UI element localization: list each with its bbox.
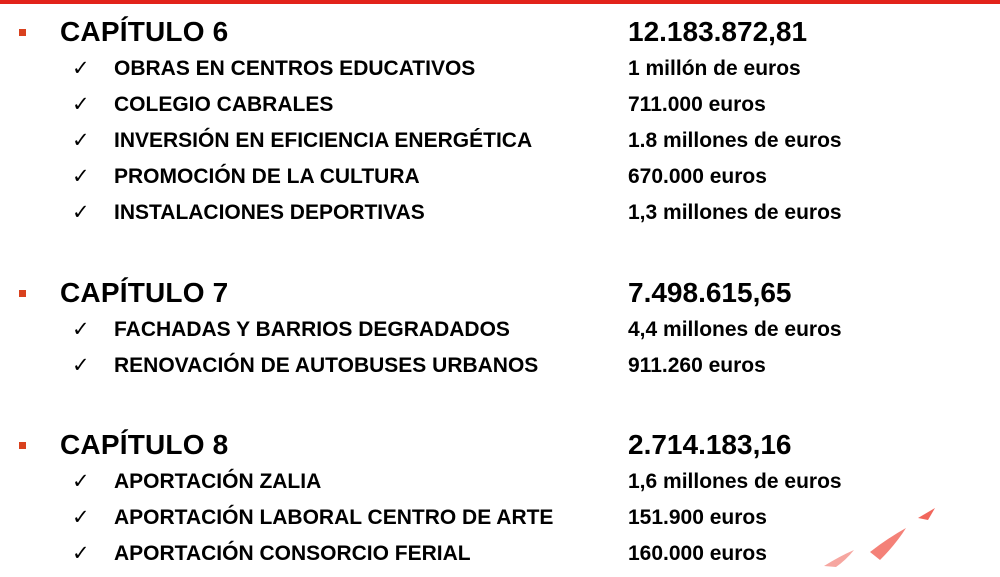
list-item [0,353,1000,389]
item-value: 151.900 euros [628,506,767,529]
chapter-title: CAPÍTULO 7 [60,277,229,308]
item-value: 1 millón de euros [628,57,801,80]
checkmark-icon: ✓ [72,541,90,565]
item-value: 1.8 millones de euros [628,129,842,152]
chapter-amount: 12.183.872,81 [628,16,808,47]
list-item [0,164,1000,200]
checkmark-icon: ✓ [72,164,90,188]
checkmark-icon: ✓ [72,469,90,493]
checkmark-icon: ✓ [72,505,90,529]
item-label: APORTACIÓN CONSORCIO FERIAL [114,542,471,565]
item-label: OBRAS EN CENTROS EDUCATIVOS [114,57,476,80]
chapter-section-7 [0,277,1000,389]
item-value: 711.000 euros [628,93,766,116]
item-label: INSTALACIONES DEPORTIVAS [114,201,425,224]
chapter-amount: 7.498.615,65 [628,277,792,308]
item-label: RENOVACIÓN DE AUTOBUSES URBANOS [114,354,539,377]
list-item [0,317,1000,353]
item-label: PROMOCIÓN DE LA CULTURA [114,165,420,188]
checkmark-icon: ✓ [72,56,90,80]
item-value: 911.260 euros [628,354,766,377]
list-item [0,541,1000,577]
square-bullet-icon [19,29,26,36]
top-accent-bar [0,0,1000,4]
chapter-header [0,429,1000,469]
item-label: COLEGIO CABRALES [114,93,334,116]
checkmark-icon: ✓ [72,353,90,377]
item-value: 160.000 euros [628,542,767,565]
square-bullet-icon [19,442,26,449]
checkmark-icon: ✓ [72,128,90,152]
item-label: INVERSIÓN EN EFICIENCIA ENERGÉTICA [114,129,533,152]
list-item [0,200,1000,236]
item-value: 1,3 millones de euros [628,201,842,224]
square-bullet-icon [19,290,26,297]
item-label: APORTACIÓN ZALIA [114,470,322,493]
item-value: 1,6 millones de euros [628,470,842,493]
item-value: 4,4 millones de euros [628,318,842,341]
list-item [0,505,1000,541]
list-item [0,128,1000,164]
list-item [0,92,1000,128]
list-item [0,56,1000,92]
chapter-amount: 2.714.183,16 [628,429,792,460]
checkmark-icon: ✓ [72,200,90,224]
item-value: 670.000 euros [628,165,767,188]
chapter-title: CAPÍTULO 8 [60,429,229,460]
checkmark-icon: ✓ [72,317,90,341]
chapter-header [0,16,1000,56]
chapter-title: CAPÍTULO 6 [60,16,229,47]
chapter-section-6 [0,16,1000,236]
chapter-section-8 [0,429,1000,577]
checkmark-icon: ✓ [72,92,90,116]
list-item [0,469,1000,505]
item-label: FACHADAS Y BARRIOS DEGRADADOS [114,318,510,341]
chapter-header [0,277,1000,317]
item-label: APORTACIÓN LABORAL CENTRO DE ARTE [114,506,554,529]
